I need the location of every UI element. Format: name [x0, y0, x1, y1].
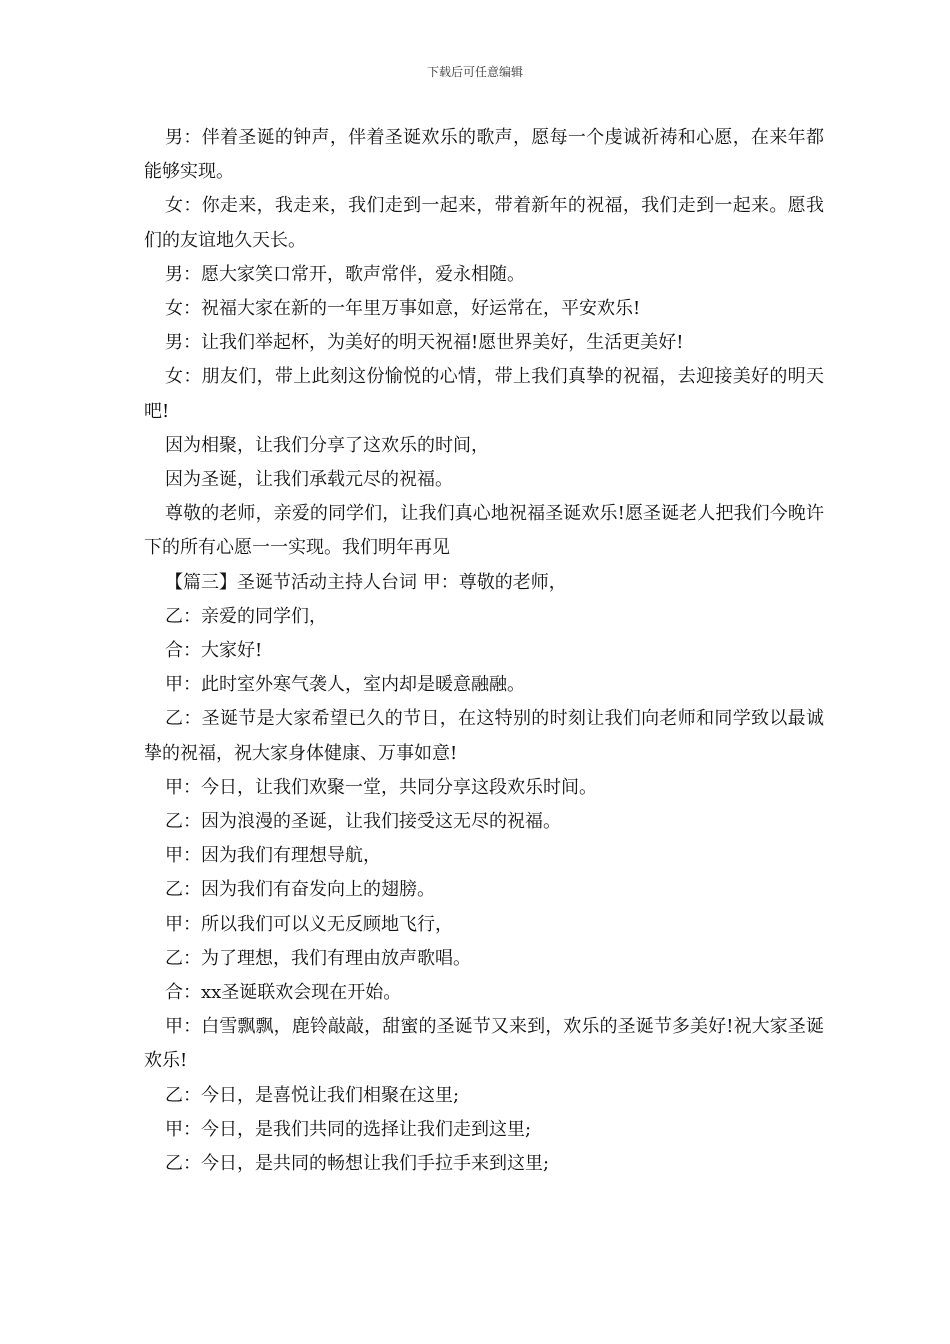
paragraph: 女：你走来，我走来，我们走到一起来，带着新年的祝福，我们走到一起来。愿我们的友谊地久天长。 [144, 195, 824, 251]
paragraph: 乙：亲爱的同学们， [165, 605, 327, 627]
paragraph: 男：让我们举起杯，为美好的明天祝福!愿世界美好，生活更美好! [165, 332, 684, 354]
paragraph: 甲：所以我们可以义无反顾地飞行， [165, 913, 453, 935]
document-body [144, 121, 824, 1181]
paragraph: 乙：因为浪漫的圣诞，让我们接受这无尽的祝福。 [165, 811, 561, 833]
paragraph: 乙：圣诞节是大家希望已久的节日，在这特别的时刻让我们向老师和同学致以最诚挚的祝福，祝大家身体健康、万事如意! [144, 708, 824, 764]
paragraph: 合：大家好! [165, 640, 263, 662]
paragraph: 女：朋友们，带上此刻这份愉悦的心情，带上我们真挚的祝福，去迎接美好的明天吧! [144, 366, 824, 422]
paragraph: 甲：今日，是我们共同的选择让我们走到这里; [165, 1118, 532, 1140]
paragraph: 尊敬的老师，亲爱的同学们，让我们真心地祝福圣诞欢乐!愿圣诞老人把我们今晚许下的所有心愿一一实现。我们明年再见 [144, 503, 824, 559]
paragraph: 女：祝福大家在新的一年里万事如意，好运常在，平安欢乐! [165, 298, 641, 320]
paragraph: 乙：今日，是共同的畅想让我们手拉手来到这里; [165, 1153, 550, 1175]
page-header: 下载后可任意编辑 [426, 65, 523, 79]
paragraph: 乙：因为我们有奋发向上的翅膀。 [165, 879, 435, 901]
paragraph: 男：伴着圣诞的钟声，伴着圣诞欢乐的歌声，愿每一个虔诚祈祷和心愿，在来年都能够实现。 [144, 127, 824, 183]
paragraph: 乙：今日，是喜悦让我们相聚在这里; [165, 1084, 460, 1106]
paragraph: 甲：白雪飘飘，鹿铃敲敲，甜蜜的圣诞节又来到，欢乐的圣诞节多美好!祝大家圣诞欢乐! [144, 1016, 824, 1072]
paragraph: 乙：为了理想，我们有理由放声歌唱。 [165, 947, 471, 969]
paragraph: 甲：此时室外寒气袭人，室内却是暖意融融。 [165, 674, 525, 696]
paragraph: 合：xx圣诞联欢会现在开始。 [165, 982, 402, 1004]
paragraph: 男：愿大家笑口常开，歌声常伴，爱永相随。 [165, 263, 525, 285]
paragraph: 因为圣诞，让我们承载元尽的祝福。 [165, 469, 453, 491]
section-heading: 【篇三】圣诞节活动主持人台词 甲：尊敬的老师， [165, 571, 567, 593]
paragraph: 甲：因为我们有理想导航， [165, 845, 381, 867]
paragraph: 甲：今日，让我们欢聚一堂，共同分享这段欢乐时间。 [165, 776, 597, 798]
paragraph: 因为相聚，让我们分享了这欢乐的时间， [165, 434, 489, 456]
